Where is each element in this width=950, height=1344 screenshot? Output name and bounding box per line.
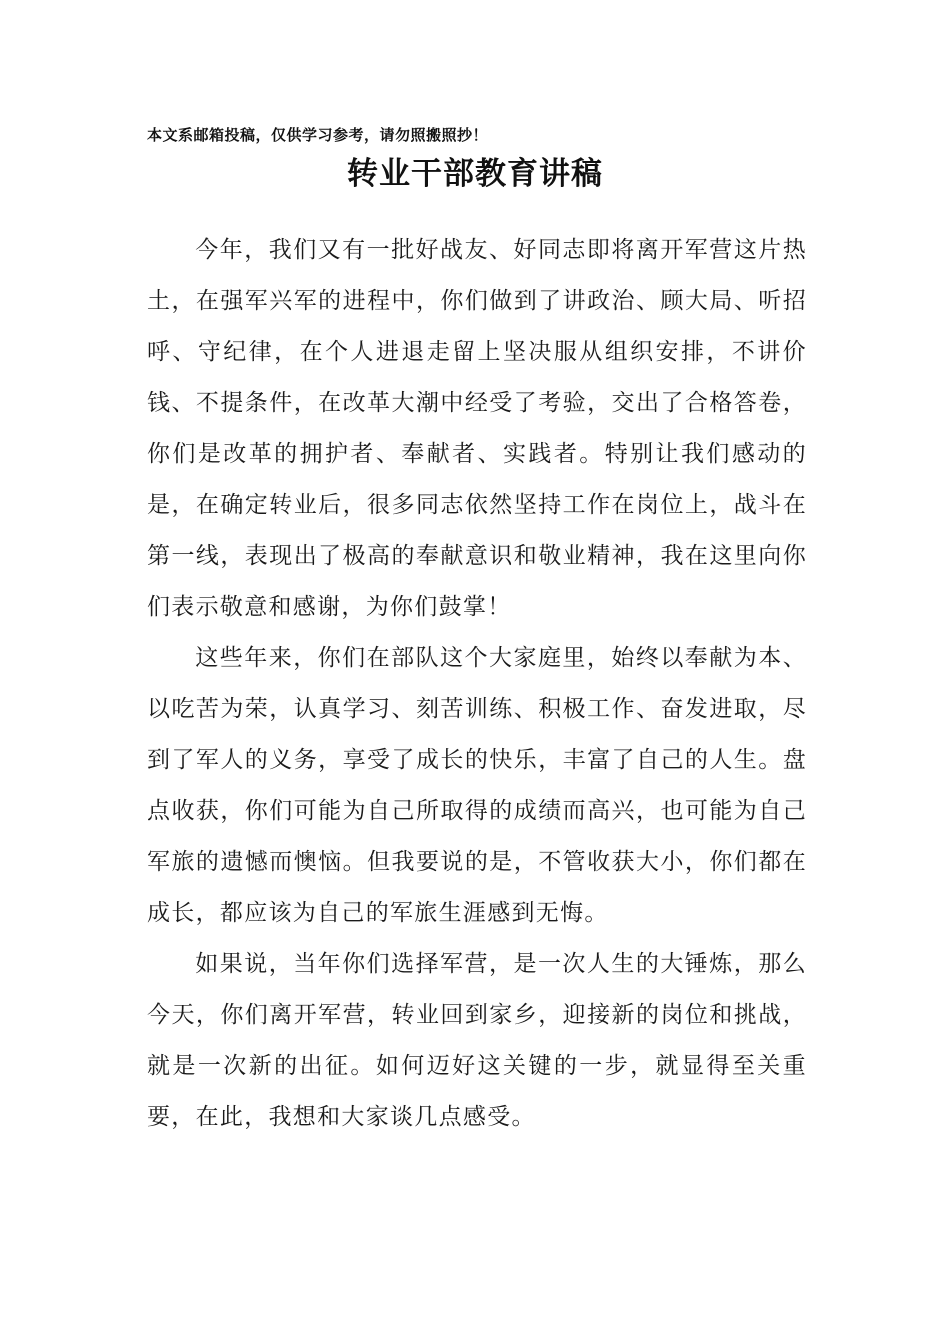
paragraph: 如果说，当年你们选择军营，是一次人生的大锤炼，那么今天，你们离开军营，转业回到家乡，迎接新的岗位和挑战，就是一次新的出征。如何迈好这关键的一步，就显得至关重要，在此，我想和大家谈几点感受。	[147, 951, 807, 1130]
document-body	[147, 225, 807, 1143]
disclaimer-note: 本文系邮箱投稿，仅供学习参考，请勿照搬照抄！	[147, 126, 489, 144]
page-title: 转业干部教育讲稿	[347, 156, 603, 192]
paragraph: 今年，我们又有一批好战友、好同志即将离开军营这片热土，在强军兴军的进程中，你们做到了讲政治、顾大局、听招呼、守纪律，在个人进退走留上坚决服从组织安排，不讲价钱、不提条件，在改革大潮中经受了考验，交出了合格答卷，你们是改革的拥护者、奉献者、实践者。特别让我们感动的是，在确定转业后，很多同志依然坚持工作在岗位上，战斗在第一线，表现出了极高的奉献意识和敬业精神，我在这里向你们表示敬意和感谢，为你们鼓掌！	[147, 237, 807, 620]
paragraph: 这些年来，你们在部队这个大家庭里，始终以奉献为本、以吃苦为荣，认真学习、刻苦训练、积极工作、奋发进取，尽到了军人的义务，享受了成长的快乐，丰富了自己的人生。盘点收获，你们可能为自己所取得的成绩而高兴，也可能为自己军旅的遗憾而懊恼。但我要说的是，不管收获大小，你们都在成长，都应该为自己的军旅生涯感到无悔。	[147, 645, 807, 926]
